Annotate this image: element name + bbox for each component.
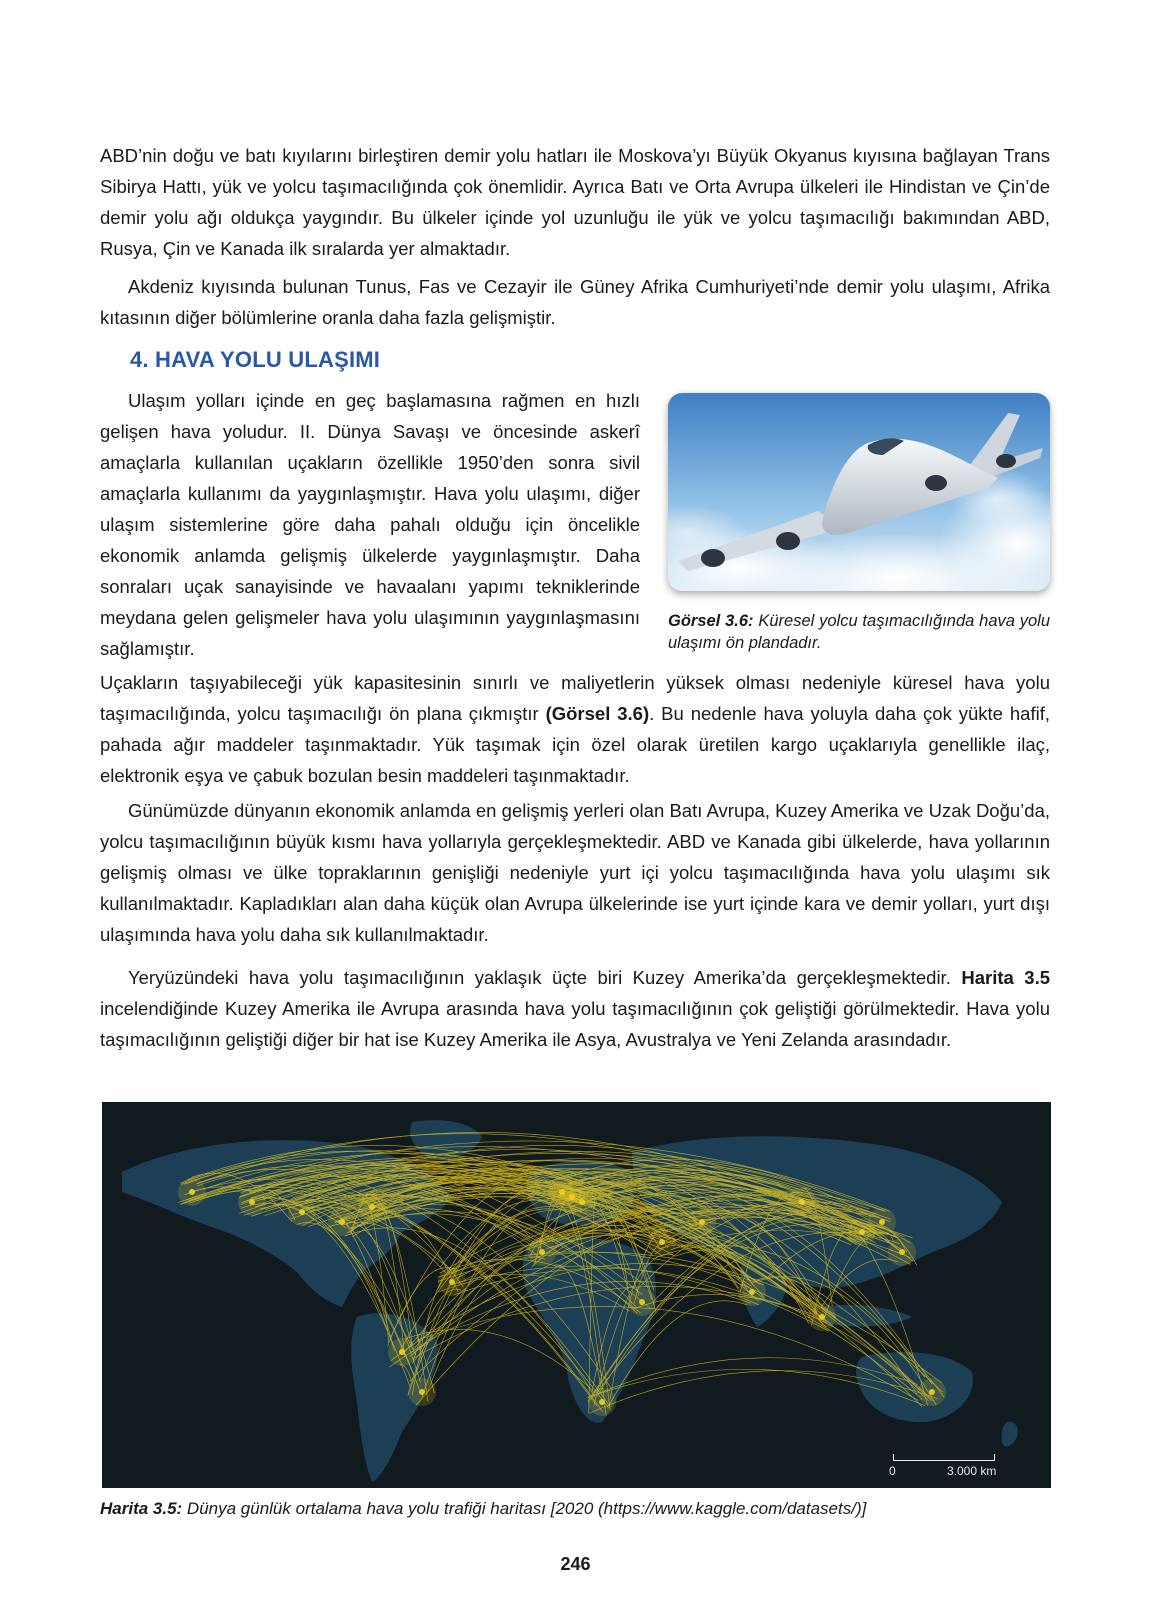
new-zealand-landmass (1002, 1422, 1018, 1447)
paragraph-railways-africa: Akdeniz kıyısında bulunan Tunus, Fas ve Cezayir ile Güney Afrika Cumhuriyeti’nde demir yolu ulaşımı, Afrika kıtasının diğer bölümlerine oranla daha fazla gelişmiştir. (100, 276, 1050, 328)
scale-zero-label: 0 (889, 1464, 896, 1478)
airport-hub-glow (918, 1378, 946, 1406)
paragraph-air-north-america (100, 962, 1050, 1055)
paragraph-air-na-part1: Yeryüzündeki hava yolu taşımacılığının yaklaşık üçte biri Kuzey Amerika’da gerçekleşmektedir. (128, 967, 962, 988)
airport-hub-glow (548, 1178, 576, 1206)
airport-hub-glow (438, 1268, 466, 1296)
figure-reference: (Görsel 3.6) (545, 703, 650, 724)
airport-hub-glow (738, 1278, 766, 1306)
paragraph-air-cargo-part2: . Bu nedenle hava yoluyla daha çok yükte hafif, pahada ağır maddeler taşınmaktadır. Yük taşımak için özel olarak üretilen kargo uçaklarıyla genellikle ilaç, elektronik eşya ve çabuk bozulan besin maddeleri taşınmaktadır. (100, 703, 1050, 786)
airport-hub-glow (528, 1238, 556, 1266)
world-air-traffic-map (102, 1102, 1051, 1488)
airport-hub-glow (358, 1193, 386, 1221)
photo-caption-label: Görsel 3.6: (668, 612, 754, 630)
scale-bar-line (893, 1454, 995, 1461)
map-reference: Harita 3.5 (961, 967, 1050, 988)
map-caption (100, 1497, 1060, 1521)
airport-hub-glow (788, 1188, 816, 1216)
airport-hub-glow (178, 1178, 206, 1206)
airport-hub-glow (238, 1188, 266, 1216)
paragraph-air-intro: Ulaşım yolları içinde en geç başlamasına rağmen en hızlı gelişen hava yoludur. II. Dünya Savaşı ve öncesinde askerî amaçlarla kullanılan uçakların özellikle 1950’den sonra sivil amaçlarla kullanımı da yaygınlaşmıştır. Hava yolu ulaşımı, diğer ulaşım sistemlerine göre daha pahalı olduğu için öncelikle ekonomik anlamda gelişmiş ülkelerde yaygınlaşmıştır. Daha sonraları uçak sanayisinde ve havaalanı yapımı tekniklerinde meydana gelen gelişmeler hava yolu ulaşımının yaygınlaşmasını sağlamıştır. (100, 390, 640, 659)
map-caption-label: Harita 3.5: (100, 1499, 183, 1518)
airport-hub-glow (688, 1208, 716, 1236)
map-scale-bar (885, 1452, 1005, 1478)
airport-hub-glow (408, 1378, 436, 1406)
photo-caption (668, 610, 1050, 654)
airport-hub-glow (588, 1388, 616, 1416)
airport-hub-glow (388, 1338, 416, 1366)
airplane-photo (668, 393, 1050, 591)
paragraph-railways-1: ABD’nin doğu ve batı kıyılarını birleştiren demir yolu hatları ile Moskova’yı Büyük Okyanus kıyısına bağlayan Trans Sibirya Hattı, yük ve yolcu taşımacılığında çok önemlidir. Ayrıca Batı ve Orta Avrupa ülkeleri ile Hindistan ve Çin’de demir yolu ağı oldukça yaygındır. Bu ülkeler içinde yol uzunluğu ile yük ve yolcu taşımacılığı bakımından ABD, Rusya, Çin ve Kanada ilk sıralarda yer almaktadır. (100, 145, 1050, 259)
paragraph-air-regions: Günümüzde dünyanın ekonomik anlamda en gelişmiş yerleri olan Batı Avrupa, Kuzey Amerika ve Uzak Doğu’da, yolcu taşımacılığının büyük kısmı hava yollarıyla gerçekleşmektedir. ABD ve Kanada gibi ülkelerde, hava yollarının gelişmiş olması ve ülke topraklarının genişliği nedeniyle yurt içi yolcu taşımacılığında hava yolu ulaşımı sık kullanılmaktadır. Kapladıkları alan daha küçük olan Avrupa ülkelerinde ise yurt içinde kara ve demir yolları, yurt dışı ulaşımında hava yolu daha sık kullanılmaktadır. (100, 800, 1050, 945)
scale-distance-label: 3.000 km (947, 1464, 997, 1478)
section-heading: 4. HAVA YOLU ULAŞIMI (130, 347, 381, 372)
airport-hub-glow (808, 1303, 836, 1331)
airport-hub-glow (288, 1198, 316, 1226)
map-caption-text: Dünya günlük ortalama hava yolu trafiği haritası [2020 (https://www.kaggle.com/datasets/)] (182, 1499, 867, 1518)
airport-hub-glow (868, 1208, 896, 1236)
photo-caption-text: Küresel yolcu taşımacılığında hava yolu ulaşımı ön plandadır. (668, 612, 1051, 652)
airport-hub-glow (628, 1288, 656, 1316)
paragraph-air-cargo-part1: Uçakların taşıyabileceği yük kapasitesinin sınırlı ve maliyetlerin yüksek olması nedeniyle küresel hava yolu taşımacılığında, yolcu taşımacılığı ön plana çıkmıştır (100, 672, 1050, 724)
airport-hub-glow (328, 1208, 356, 1236)
paragraph-air-na-part2: incelendiğinde Kuzey Amerika ile Avrupa arasında hava yolu taşımacılığının çok geliştiği görülmektedir. Hava yolu taşımacılığının geliştiği diğer bir hat ise Kuzey Amerika ile Asya, Avustralya ve Yeni Zelanda arasındadır. (100, 998, 1050, 1050)
paragraph-air-cargo (100, 667, 1050, 791)
airport-hub-glow (888, 1238, 916, 1266)
airport-hub-glow (648, 1228, 676, 1256)
page-number: 246 (560, 1554, 591, 1574)
